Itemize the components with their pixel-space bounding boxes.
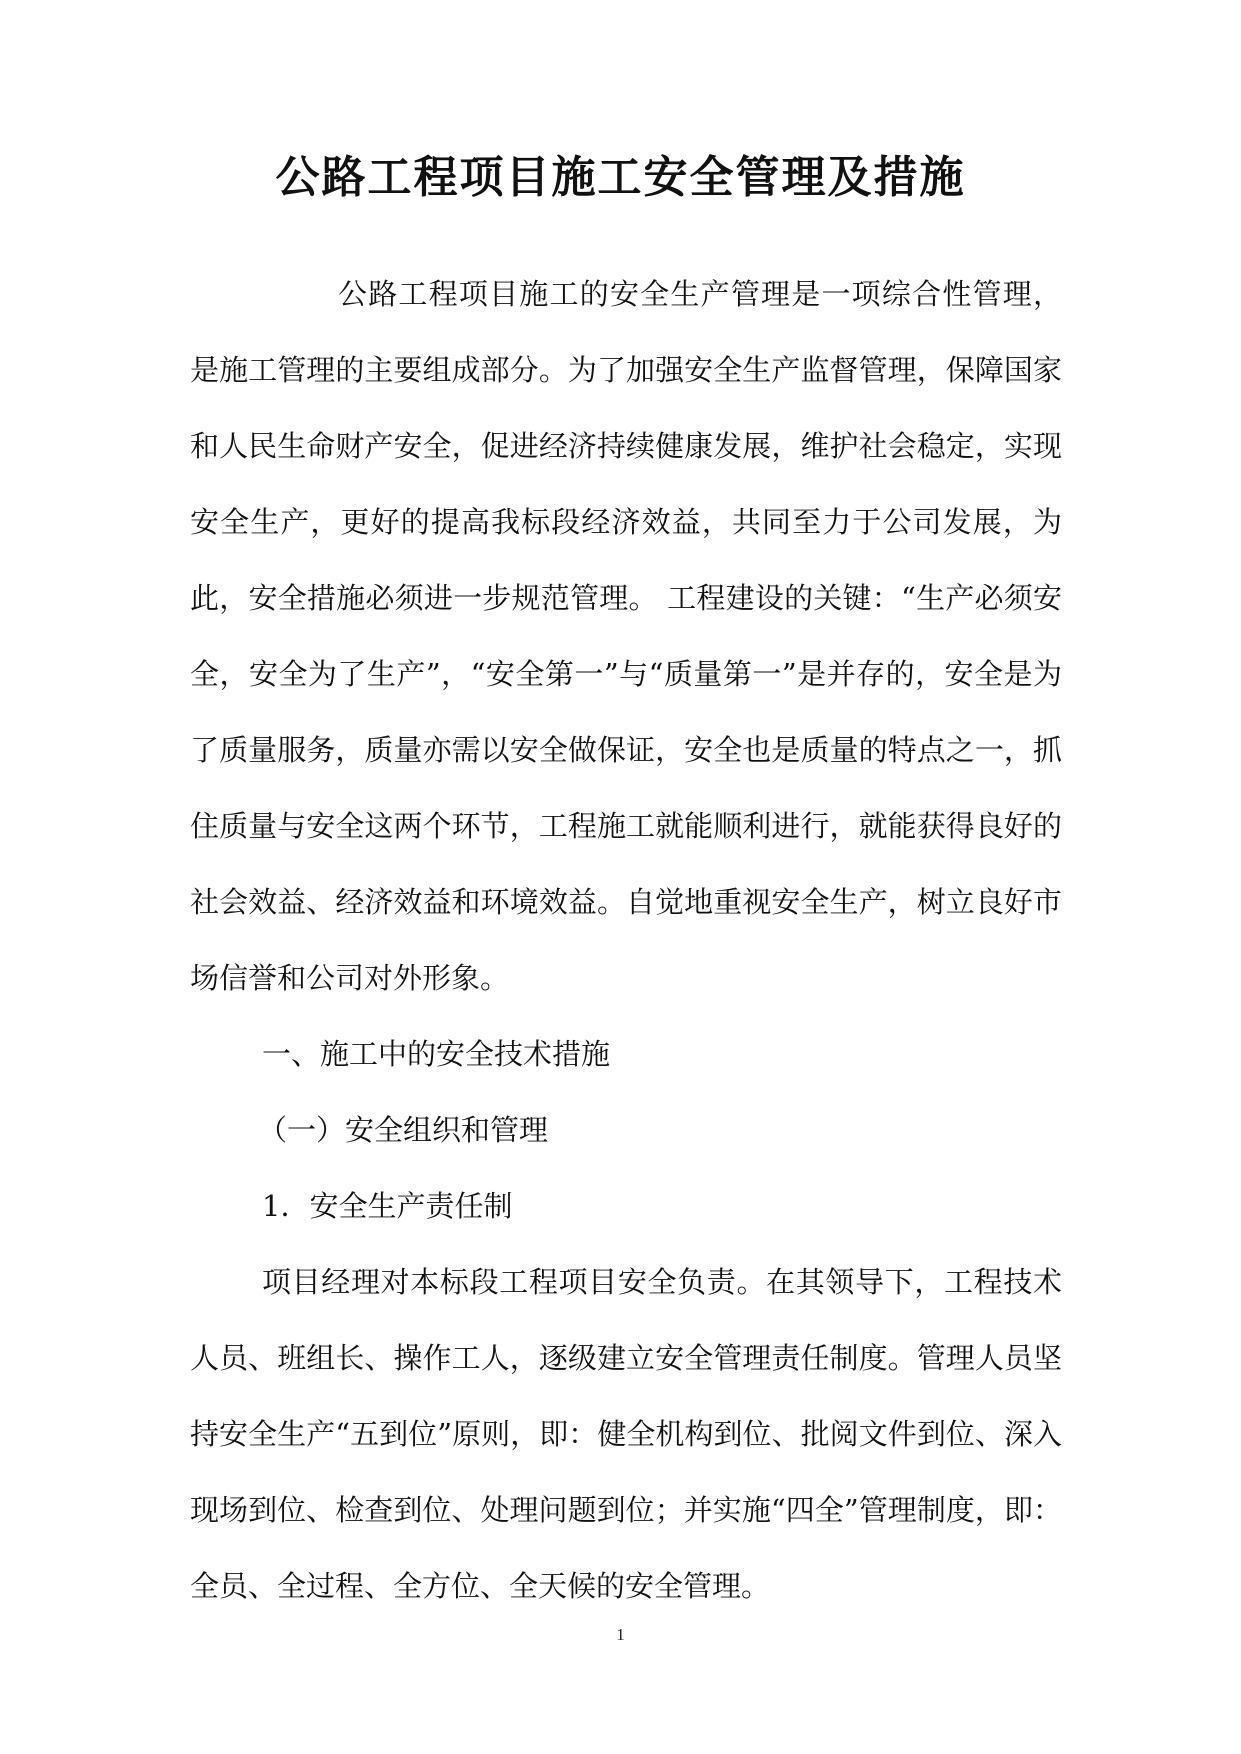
intro-paragraph: 公路工程项目施工的安全生产管理是一项综合性管理，是施工管理的主要组成部分。为了加强安全生产监督管理，保障国家和人民生命财产安全，促进经济持续健康发展，维护社会稳定，实现安全生产，更好的提高我标段经济效益，共同至力于公司发展，为此，安全措施必须进一步规范管理。 工程建设的关键：“生产必须安全，安全为了生产”，“安全第一”与“质量第一”是并存的，安全是为了质量服务，质量亦需以安全做保证，安全也是质量的特点之一，抓住质量与安全这两个环节，工程施工就能顺利进行，就能获得良好的社会效益、经济效益和环境效益。自觉地重视安全生产，树立良好市场信誉和公司对外形象。 bbox=[190, 277, 1062, 995]
subsection-heading: （一）安全组织和管理 bbox=[258, 1113, 549, 1147]
section-heading: 一、施工中的安全技术措施 bbox=[262, 1037, 611, 1071]
page-number: 1 bbox=[616, 1625, 625, 1644]
item-heading: 1．安全生产责任制 bbox=[262, 1189, 513, 1223]
document-title: 公路工程项目施工安全管理及措施 bbox=[275, 152, 966, 203]
document-body bbox=[190, 256, 1062, 1624]
item-paragraph: 项目经理对本标段工程项目安全负责。在其领导下，工程技术人员、班组长、操作工人，逐级建立安全管理责任制度。管理人员坚持安全生产“五到位”原则，即：健全机构到位、批阅文件到位、深入现场到位、检查到位、处理问题到位；并实施“四全”管理制度，即：全员、全过程、全方位、全天候的安全管理。 bbox=[190, 1265, 1062, 1603]
